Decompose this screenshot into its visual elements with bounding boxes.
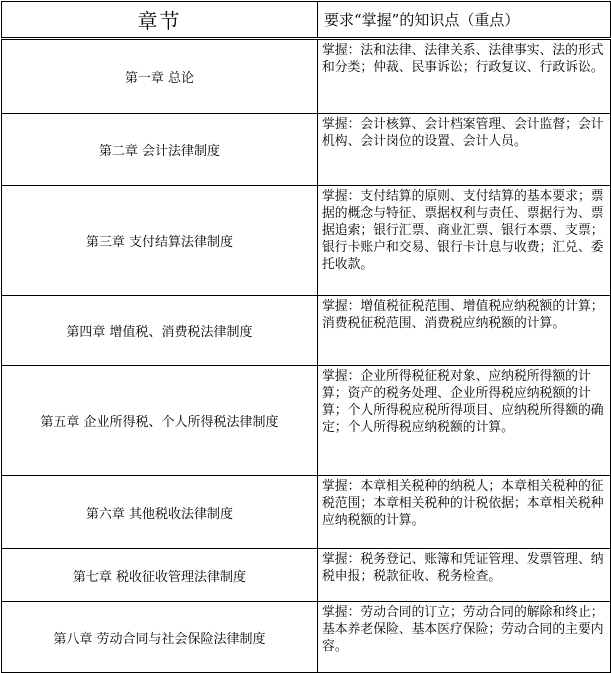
table-row-chapter-6 (2, 476, 611, 549)
syllabus-table (1, 1, 611, 673)
points-cell: 掌握：支付结算的原则、支付结算的基本要求；票据的概念与特征、票据权利与责任、票据行为、票据追索；银行汇票、商业汇票、银行本票、支票；银行卡账户和交易、银行卡计息与收费；汇兑、委托收款。 (318, 186, 611, 296)
chapter-cell: 第一章 总论 (2, 39, 318, 114)
table-row-chapter-1 (2, 39, 611, 114)
chapter-cell: 第八章 劳动合同与社会保险法律制度 (2, 602, 318, 673)
table-row-chapter-8 (2, 602, 611, 673)
points-cell: 掌握：法和法律、法律关系、法律事实、法的形式和分类；仲裁、民事诉讼；行政复议、行政诉讼。 (318, 39, 611, 114)
table-row-chapter-2 (2, 114, 611, 186)
table-row-chapter-7 (2, 549, 611, 602)
points-cell: 掌握：企业所得税征税对象、应纳税所得额的计算；资产的税务处理、企业所得税应纳税额的计算；个人所得税应税所得项目、应纳税所得额的确定；个人所得税应纳税额的计算。 (318, 366, 611, 476)
table-row-chapter-4 (2, 296, 611, 366)
header-chapter: 章节 (2, 2, 318, 39)
chapter-cell: 第四章 增值税、消费税法律制度 (2, 296, 318, 366)
points-cell: 掌握：会计核算、会计档案管理、会计监督；会计机构、会计岗位的设置、会计人员。 (318, 114, 611, 186)
chapter-cell: 第二章 会计法律制度 (2, 114, 318, 186)
points-cell: 掌握：税务登记、账簿和凭证管理、发票管理、纳税申报；税款征收、税务检查。 (318, 549, 611, 602)
header-requirement: 要求“掌握”的知识点（重点） (318, 2, 611, 39)
points-cell: 掌握：增值税征税范围、增值税应纳税额的计算；消费税征税范围、消费税应纳税额的计算。 (318, 296, 611, 366)
syllabus-table-container (0, 1, 611, 670)
points-cell: 掌握：劳动合同的订立；劳动合同的解除和终止；基本养老保险、基本医疗保险；劳动合同的主要内容。 (318, 602, 611, 673)
table-row-chapter-3 (2, 186, 611, 296)
table-row-chapter-5 (2, 366, 611, 476)
chapter-cell: 第七章 税收征收管理法律制度 (2, 549, 318, 602)
chapter-cell: 第五章 企业所得税、个人所得税法律制度 (2, 366, 318, 476)
chapter-cell: 第六章 其他税收法律制度 (2, 476, 318, 549)
chapter-cell: 第三章 支付结算法律制度 (2, 186, 318, 296)
points-cell: 掌握：本章相关税种的纳税人；本章相关税种的征税范围；本章相关税种的计税依据；本章相关税种应纳税额的计算。 (318, 476, 611, 549)
header-row (2, 2, 611, 39)
